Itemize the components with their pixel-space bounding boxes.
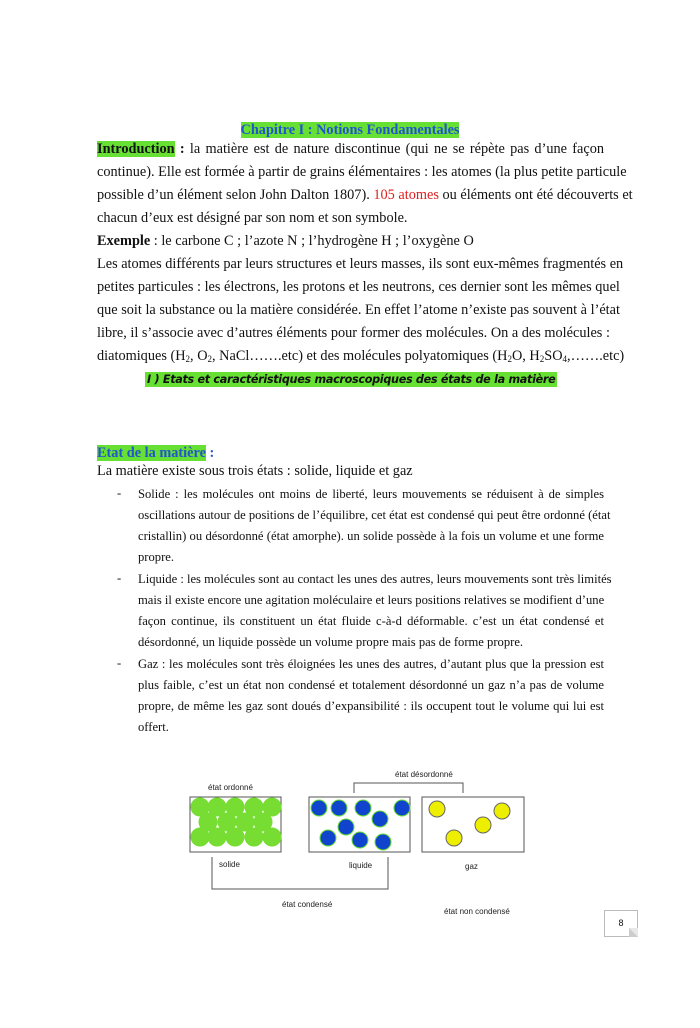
page-number: 8 bbox=[604, 910, 638, 937]
liquid-molecule bbox=[352, 832, 368, 848]
gas-molecule bbox=[446, 830, 462, 846]
label-solide: solide bbox=[219, 860, 240, 869]
etat-intro: La matière existe sous trois états : solide, liquide et gaz bbox=[97, 463, 413, 479]
etat-heading: Etat de la matière : bbox=[97, 445, 215, 461]
solid-molecule bbox=[245, 828, 263, 846]
solid-molecule bbox=[191, 828, 209, 846]
highlight-105-atomes: 105 atomes bbox=[373, 187, 439, 203]
bracket-desordonne bbox=[354, 783, 463, 793]
label-liquide: liquide bbox=[349, 861, 373, 870]
solid-molecule bbox=[263, 828, 281, 846]
solid-molecule bbox=[208, 828, 226, 846]
label-gaz: gaz bbox=[465, 862, 478, 871]
intro-line: possible d’un élément selon John Dalton 1807). 105 atomes ou éléments ont été découverts et bbox=[97, 187, 633, 203]
label-etat-ordonne: état ordonné bbox=[208, 783, 253, 792]
intro-line: continue). Elle est formée à partir de grains élémentaires : les atomes (la plus petite particule bbox=[97, 164, 627, 180]
atomes-line: diatomiques ($H_2$, $O_2$, NaCl…….etc) et des molécules polyatomiques ($H_2O$, $H_2SO_4,\dots\dots.etc$) bbox=[97, 348, 625, 364]
atomes-line: Les atomes différents par leurs structures et leurs masses, ils sont eux-mêmes fragmentés en bbox=[97, 256, 624, 272]
page-curl-icon bbox=[629, 928, 638, 937]
intro-line: chacun d’eux est désigné par son nom et son symbole. bbox=[97, 210, 408, 226]
intro-line: Introduction : la matière est de nature discontinue (qui ne se répète pas d’une façon bbox=[97, 141, 604, 157]
section-heading: I ) Etats et caractéristiques macroscopiques des états de la matière bbox=[147, 373, 556, 386]
gas-molecule bbox=[429, 801, 445, 817]
atomes-line: petites particules : les électrons, les protons et les neutrons, ces dernier sont les mêmes quel bbox=[97, 279, 620, 295]
label-etat-condense: état condensé bbox=[282, 900, 333, 909]
liquid-molecule bbox=[320, 830, 336, 846]
gas-molecule bbox=[475, 817, 491, 833]
chapter-title: Chapitre I : Notions Fondamentales bbox=[240, 122, 460, 138]
liquid-molecule bbox=[372, 811, 388, 827]
liquid-molecule bbox=[375, 834, 391, 850]
gas-molecule bbox=[494, 803, 510, 819]
exemple-line: Exemple : le carbone C ; l’azote N ; l’hydrogène H ; l’oxygène O bbox=[97, 233, 474, 249]
liquid-molecule bbox=[355, 800, 371, 816]
gas-molecules bbox=[429, 801, 510, 846]
solid-molecules bbox=[191, 798, 281, 846]
atomes-line: libre, il s’associe avec d’autres éléments pour former des molécules. On a des molécules : bbox=[97, 325, 610, 341]
liquid-molecule bbox=[338, 819, 354, 835]
liquid-molecule bbox=[331, 800, 347, 816]
solid-molecule bbox=[226, 828, 244, 846]
liquid-molecules bbox=[311, 800, 410, 850]
atomes-line: que soit la substance ou la matière considérée. En effet l’atome n’existe pas souvent à l’état bbox=[97, 302, 620, 318]
label-etat-non-condense: état non condensé bbox=[444, 907, 510, 916]
liquid-molecule bbox=[311, 800, 327, 816]
label-etat-desordonne: état désordonné bbox=[395, 770, 453, 779]
intro-label: Introduction bbox=[97, 141, 175, 157]
liquid-molecule bbox=[394, 800, 410, 816]
